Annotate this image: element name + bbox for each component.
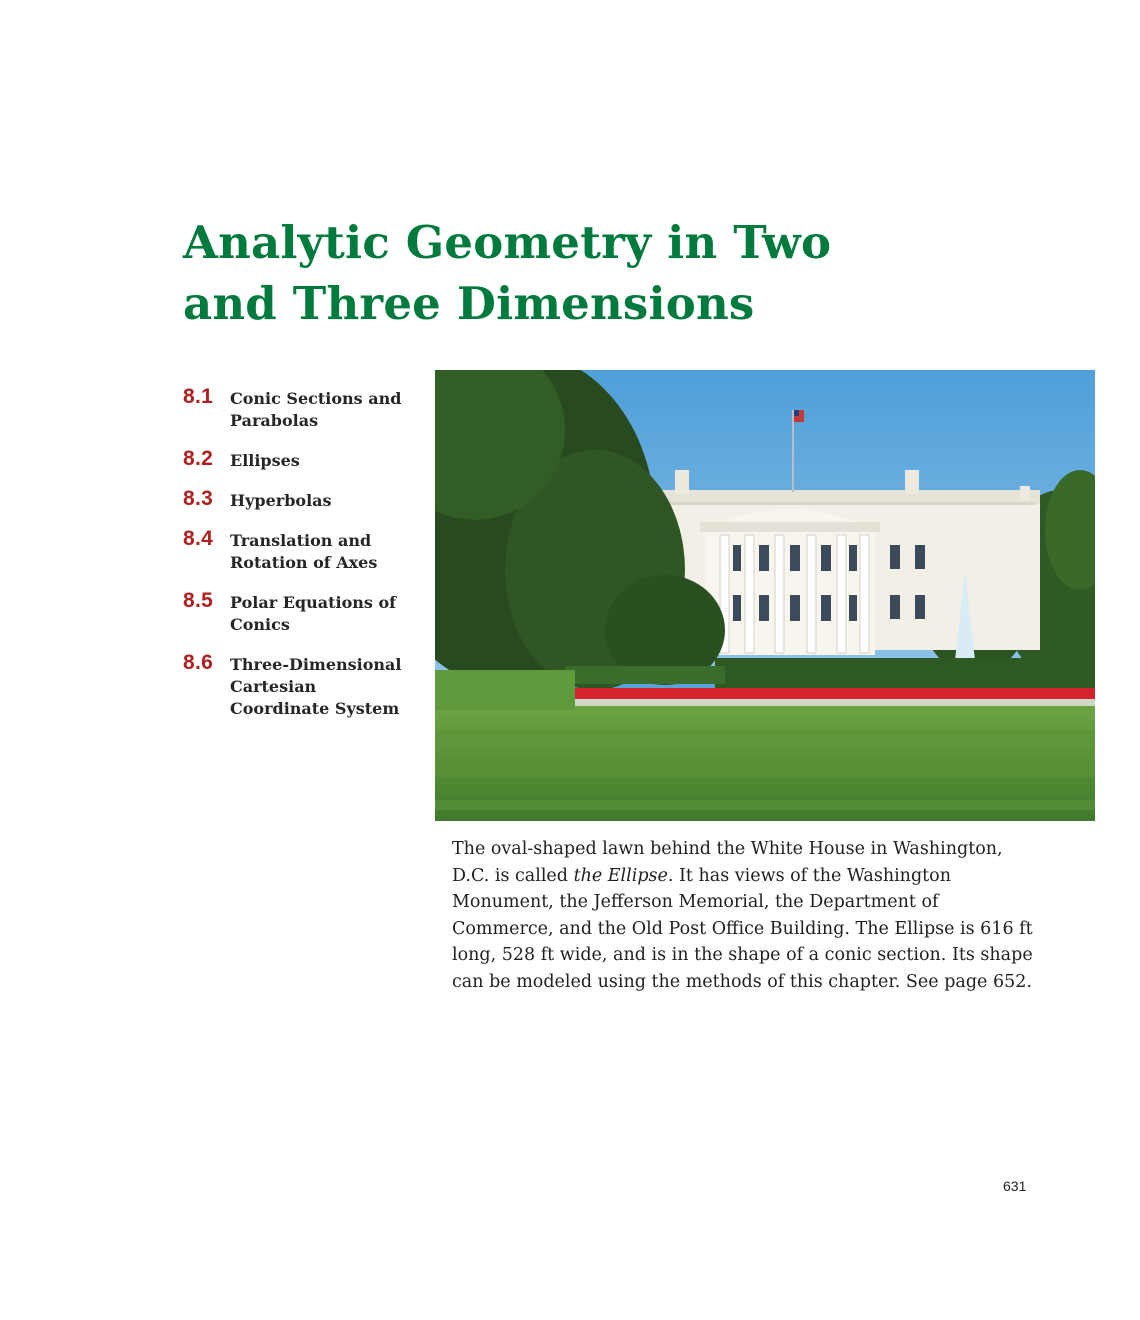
section-label-line: Conic Sections and: [230, 389, 402, 408]
section-label-line: Parabolas: [230, 411, 319, 430]
chapter-title: [183, 212, 943, 334]
section-label-line: Cartesian: [230, 677, 317, 696]
chapter-title-line-1: Analytic Geometry in Two: [183, 216, 832, 269]
page-number: 631: [1003, 1178, 1027, 1194]
section-number: 8.4: [183, 527, 214, 550]
section-label-line: Hyperbolas: [230, 491, 332, 510]
section-item-8-1[interactable]: [183, 385, 423, 432]
white-house-photo: [435, 370, 1095, 821]
section-label-line: Translation and: [230, 531, 372, 550]
section-item-8-4[interactable]: [183, 527, 423, 574]
chapter-title-line-2: and Three Dimensions: [183, 277, 755, 330]
section-number: 8.1: [183, 385, 214, 408]
section-label-line: Rotation of Axes: [230, 553, 378, 572]
section-item-8-5[interactable]: [183, 589, 423, 636]
caption-text-1: The oval-shaped lawn behind the White House in Washington, D.C. is called: [452, 839, 1003, 886]
section-label-line: Conics: [230, 615, 290, 634]
section-number: 8.3: [183, 487, 214, 510]
section-label-line: Coordinate System: [230, 699, 400, 718]
section-item-8-3[interactable]: [183, 487, 423, 512]
photo-caption: [452, 836, 1042, 996]
section-list: [183, 385, 423, 738]
section-item-8-2[interactable]: [183, 447, 423, 472]
section-label-line: Three-Dimensional: [230, 655, 402, 674]
section-number: 8.6: [183, 651, 214, 674]
caption-emphasis: the Ellipse: [573, 865, 668, 886]
section-label-line: Ellipses: [230, 451, 300, 470]
section-item-8-6[interactable]: [183, 651, 423, 720]
section-number: 8.5: [183, 589, 214, 612]
section-label-line: Polar Equations of: [230, 593, 397, 612]
caption-text-2: . It has views of the Washington Monument, the Jefferson Memorial, the Department of Commerce, and the Old Post Office Building. The Ellipse is 616 ft long, 528 ft wide, and is in the shape of a conic section. Its shape can be modeled using the methods of this chapter. See page 652.: [452, 865, 1033, 992]
section-number: 8.2: [183, 447, 214, 470]
